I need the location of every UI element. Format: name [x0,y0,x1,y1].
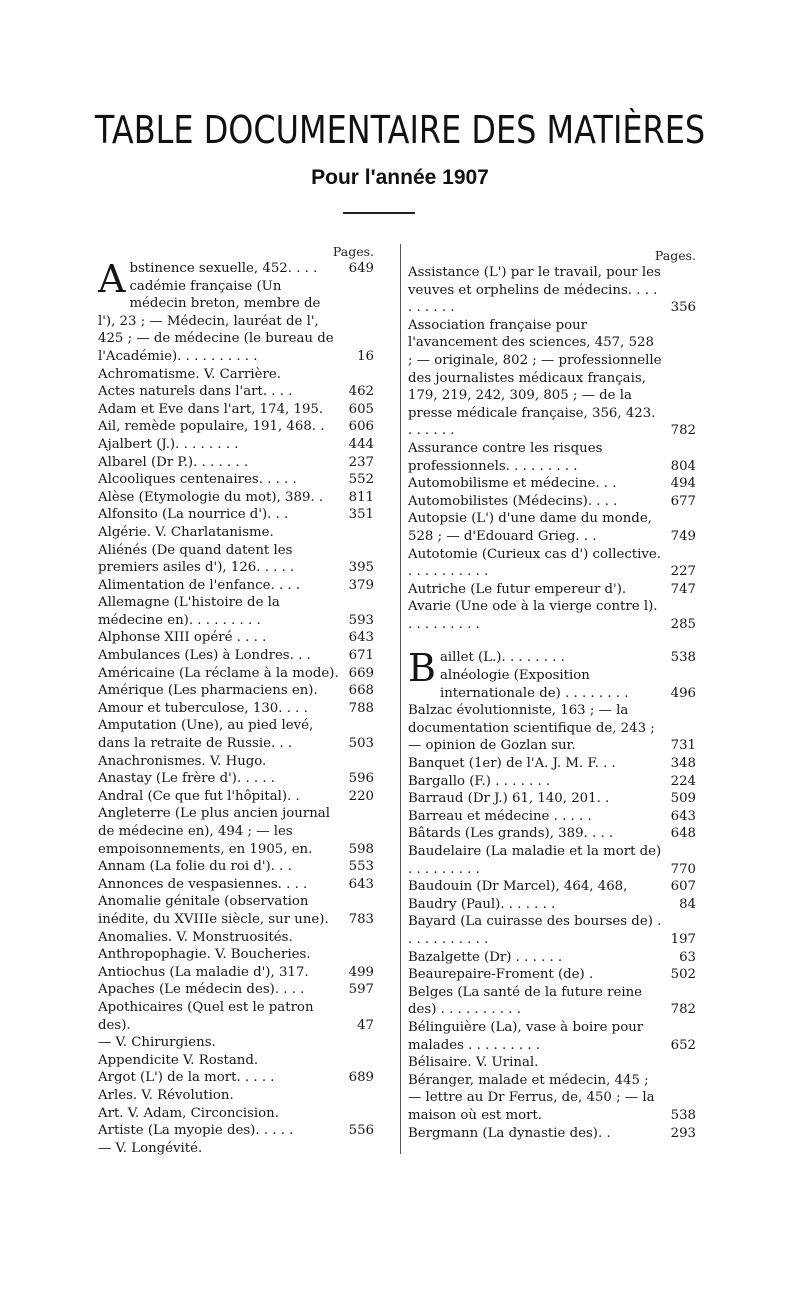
entry-page-number: 197 [670,931,696,947]
entry-text: Antiochus (La maladie d'), 317. [98,964,309,980]
index-entry [98,682,374,700]
entry-page-number: 285 [670,616,696,632]
entry-page-number: 669 [348,665,374,681]
entry-page-number: 788 [348,700,374,716]
index-entry [98,383,374,401]
entry-page-number: 606 [348,419,374,435]
pages-label-right: Pages. [654,248,696,263]
entry-page-number: 502 [670,967,696,983]
index-entry [98,489,374,507]
entry-text: Autotomie (Curieux cas d') collective. . . . . . . . . . . [408,546,661,580]
entry-text: Anthropophagie. V. Boucheries. [98,947,311,963]
index-entry [98,257,374,301]
entry-page-number: 652 [670,1037,696,1053]
entry-page-number: 671 [348,648,374,664]
index-entry [98,929,374,947]
index-entry [98,665,374,683]
entry-text: Autopsie (L') d'une dame du monde, 528 ; — d'Edouard Grieg. . . [408,511,652,544]
index-entry [98,858,374,876]
index-entry [408,966,696,984]
index-entry [408,808,696,826]
index-entry [408,493,696,511]
page-subtitle: Pour l'année 1907 [311,166,489,189]
index-entry [98,418,374,436]
entry-text: aillet (L.). . . . . . . . [439,650,565,666]
index-entry [408,1054,696,1072]
entry-page-number: 220 [348,788,374,804]
entry-text: Américaine (La réclame à la mode). [98,665,339,681]
entry-page-number: 63 [679,949,696,965]
right-column [408,244,696,1142]
entry-page-number: 84 [679,896,696,912]
entry-text: Assistance (L') par le travail, pour les veuves et orphelins de médecins. . . . . . . . . . [408,265,661,316]
entry-page-number: 224 [670,773,696,789]
title-rule [343,212,415,214]
entry-page-number: 556 [348,1123,374,1139]
entry-page-number: 598 [348,841,374,857]
entry-text: Assurance contre les risques professionnels. . . . . . . . . [408,440,603,474]
entry-text: Baudry (Paul). . . . . . . [408,896,556,912]
entry-text: alnéologie (Exposition internationale de) . . . . . . . . [439,668,629,701]
entry-text: Art. V. Adam, Circoncision. [98,1105,279,1121]
entry-text: Annam (La folie du roi d'). . . [98,859,292,875]
index-entry [408,878,696,896]
index-entry [408,1072,696,1125]
index-entry [98,506,374,524]
entry-text: Alcooliques centenaires. . . . . [98,472,297,488]
entry-text: — V. Chirurgiens. [98,1035,216,1051]
index-entry [98,1105,374,1123]
entry-page-number: 677 [670,493,696,509]
entry-page-number: 783 [348,911,374,927]
entry-text: Arles. V. Révolution. [98,1087,234,1103]
entry-text: Bélinguière (La), vase à boire pour malades . . . . . . . . . [408,1019,644,1053]
entry-text: Bargallo (F.) . . . . . . . [408,773,551,789]
entry-page-number: 770 [670,861,696,877]
index-entry [408,1125,696,1143]
entry-text: Ajalbert (J.). . . . . . . . [98,436,239,452]
entry-page-number: 782 [670,423,696,439]
entry-page-number: 552 [348,472,374,488]
entry-page-number: 348 [670,756,696,772]
entry-page-number: 648 [670,826,696,842]
entry-page-number: 553 [348,859,374,875]
index-entry [98,594,374,629]
index-entry [408,264,696,317]
entry-page-number: 749 [670,528,696,544]
entry-page-number: 237 [348,454,374,470]
index-entry [98,981,374,999]
entry-page-number: 496 [670,685,696,701]
entry-page-number: 597 [348,982,374,998]
entry-page-number: 47 [357,1017,374,1033]
index-entry [98,1087,374,1105]
index-entry [408,949,696,967]
index-entry [408,667,696,702]
entry-page-number: 643 [348,876,374,892]
entry-text: Anastay (Le frère d'). . . . . [98,771,276,787]
index-entry [98,436,374,454]
entry-text: Béranger, malade et médecin, 445 ; — lettre au Dr Ferrus, de, 450 ; — la maison où est mort. [408,1072,655,1123]
entry-text: Anomalie génitale (observation inédite, du XVIIIe siècle, sur une). [98,894,329,927]
drop-cap-letter: A [98,257,126,301]
entry-page-number: 509 [670,791,696,807]
index-entry [98,1069,374,1087]
left-entry-list [98,257,374,1157]
entry-page-number: 293 [670,1125,696,1141]
entry-text: Barreau et médecine . . . . . [408,808,592,824]
entry-text: Amour et tuberculose, 130. . . . [98,700,308,716]
entry-page-number: 356 [670,300,696,316]
entry-text: Bazalgette (Dr) . . . . . . [408,949,563,965]
entry-page-number: 811 [348,489,374,505]
entry-text: Amérique (Les pharmaciens en). [98,683,318,699]
entry-page-number: 649 [348,261,374,276]
entry-page-number: 689 [348,1070,374,1086]
index-entry [98,1140,374,1158]
entry-text: Autriche (Le futur empereur d'). [408,581,627,597]
entry-page-number: 607 [670,879,696,895]
entry-page-number: 538 [670,1107,696,1123]
entry-page-number: 227 [670,564,696,580]
index-entry [98,577,374,595]
entry-page-number: 747 [670,581,696,597]
entry-text: Andral (Ce que fut l'hôpital). . [98,788,300,804]
index-entry [408,440,696,475]
entry-text: Adam et Eve dans l'art, 174, 195. [98,401,324,417]
index-entry [98,876,374,894]
index-entry [408,755,696,773]
index-entry [98,893,374,928]
entry-text: Baudouin (Dr Marcel), 464, 468, [408,879,628,895]
index-entry [98,770,374,788]
index-entry [98,946,374,964]
index-entry [98,454,374,472]
index-entry [98,717,374,752]
entry-page-number: 538 [670,650,696,666]
entry-text: Avarie (Une ode à la vierge contre l). . . . . . . . . . [408,599,658,632]
index-entry [408,581,696,599]
right-entry-list [408,264,696,1142]
entry-text: Apaches (Le médecin des). . . . [98,982,305,998]
entry-page-number: 379 [348,577,374,593]
entry-text: Appendicite V. Rostand. [98,1052,259,1068]
entry-text: Banquet (1er) de l'A. J. M. F. . . [408,756,616,772]
entry-text: Bayard (La cuirasse des bourses de) . . . . . . . . . . . [408,914,662,947]
entry-text: Bergmann (La dynastie des). . [408,1125,611,1141]
entry-text: Balzac évolutionniste, 163 ; — la documentation scientifique de, 243 ; — opinion de Gozlan sur. [408,703,655,754]
index-entry [98,366,374,384]
entry-text: Ambulances (Les) à Londres. . . [98,648,311,664]
index-entry [408,598,696,633]
entry-text: Apothicaires (Quel est le patron des). [98,999,314,1033]
index-entry [408,773,696,791]
entry-page-number: 16 [357,348,374,364]
index-entry [408,317,696,440]
entry-text: Ail, remède populaire, 191, 468. . [98,419,325,435]
entry-text: Beaurepaire-Froment (de) . [408,967,594,983]
entry-text: Annonces de vespasiennes. . . . [98,876,308,892]
entry-text: bstinence sexuelle, 452. . . . [129,261,318,276]
entry-text: Alphonse XIII opéré . . . . [98,630,267,646]
index-entry [408,913,696,948]
index-entry [98,629,374,647]
entry-text: Belges (La santé de la future reine des) . . . . . . . . . . [408,984,643,1018]
entry-text: Angleterre (Le plus ancien journal de médecine en), 494 ; — les empoisonnements, en 1905, en. [98,806,330,857]
index-entry [98,999,374,1034]
entry-page-number: 804 [670,458,696,474]
entry-page-number: 351 [348,507,374,523]
index-entry [98,524,374,542]
entry-page-number: 643 [670,808,696,824]
entry-page-number: 782 [670,1002,696,1018]
index-entry [408,790,696,808]
entry-text: Anachronismes. V. Hugo. [98,753,267,769]
entry-page-number: 499 [348,964,374,980]
entry-page-number: 643 [348,630,374,646]
entry-text: Achromatisme. V. Carrière. [98,366,281,382]
index-entry [408,546,696,581]
entry-text: Anomalies. V. Monstruosités. [98,929,293,945]
entry-text: Argot (L') de la mort. . . . . [98,1070,275,1086]
entry-text: Association française pour l'avancement des sciences, 457, 528 ; — originale, 802 ; — professionnelle des journalistes médicaux français, 179, 219, 242, 309, 805 ; — de la presse médicale française, 356, 423. . . . . . . [408,317,662,439]
index-entry [408,702,696,755]
index-entry [98,647,374,665]
entry-text: Alimentation de l'enfance. . . . [98,577,301,593]
index-entry [408,984,696,1019]
entry-text: Automobilisme et médecine. . . [408,476,617,492]
entry-page-number: 503 [348,736,374,752]
index-entry [98,542,374,577]
index-entry [408,1019,696,1054]
entry-text: Alfonsito (La nourrice d'). . . [98,507,289,523]
entry-text: Bélisaire. V. Urinal. [408,1055,539,1071]
entry-page-number: 596 [348,771,374,787]
entry-text: Amputation (Une), au pied levé, dans la retraite de Russie. . . [98,718,314,752]
drop-cap-letter: B [408,646,436,691]
section-gap [408,633,696,649]
index-entry [98,805,374,858]
entry-text: — V. Longévité. [98,1140,203,1156]
index-entry [98,1034,374,1052]
entry-text: Automobilistes (Médecins). . . . [408,493,618,509]
column-divider [400,244,401,1154]
index-entry [408,825,696,843]
entry-text: Algérie. V. Charlatanisme. [98,524,274,540]
entry-text: Barraud (Dr J.) 61, 140, 201. . [408,791,610,807]
index-entry [98,471,374,489]
index-entry [98,788,374,806]
left-column [98,244,374,1157]
pages-label-left: Pages. [332,244,374,259]
index-entry [98,278,374,366]
entry-text: Alèse (Etymologie du mot), 389. . [98,489,324,505]
entry-text: Baudelaire (La maladie et la mort de) . . . . . . . . . [408,844,662,877]
index-entry [408,510,696,545]
entry-text: cadémie française (Un médecin breton, membre de l'), 23 ; — Médecin, lauréat de l', 425 ; — de médecine (le bureau de l'Académie). . . . . . . . . . [98,278,334,364]
entry-text: Albarel (Dr P.). . . . . . . [98,454,249,470]
entry-page-number: 605 [348,401,374,417]
entry-page-number: 668 [348,683,374,699]
index-entry [98,964,374,982]
entry-text: Bâtards (Les grands), 389. . . . [408,826,614,842]
index-entry [98,1052,374,1070]
index-entry [98,1122,374,1140]
entry-page-number: 731 [670,738,696,754]
page-title: TABLE DOCUMENTAIRE DES MATIÈRES [94,108,706,152]
entry-text: Aliénés (De quand datent les premiers asiles d'), 126. . . . . [98,542,295,576]
entry-page-number: 494 [670,476,696,492]
index-entry [98,401,374,419]
entry-text: Artiste (La myopie des). . . . . [98,1123,294,1139]
index-entry [408,843,696,878]
entry-page-number: 395 [348,560,374,576]
index-entry [98,753,374,771]
index-entry [98,700,374,718]
index-entry [408,896,696,914]
entry-page-number: 593 [348,612,374,628]
entry-page-number: 462 [348,384,374,400]
entry-text: Actes naturels dans l'art. . . . [98,384,293,400]
index-entry [408,475,696,493]
entry-page-number: 444 [348,436,374,452]
entry-text: Allemagne (L'histoire de la médecine en). . . . . . . . . [98,595,280,628]
